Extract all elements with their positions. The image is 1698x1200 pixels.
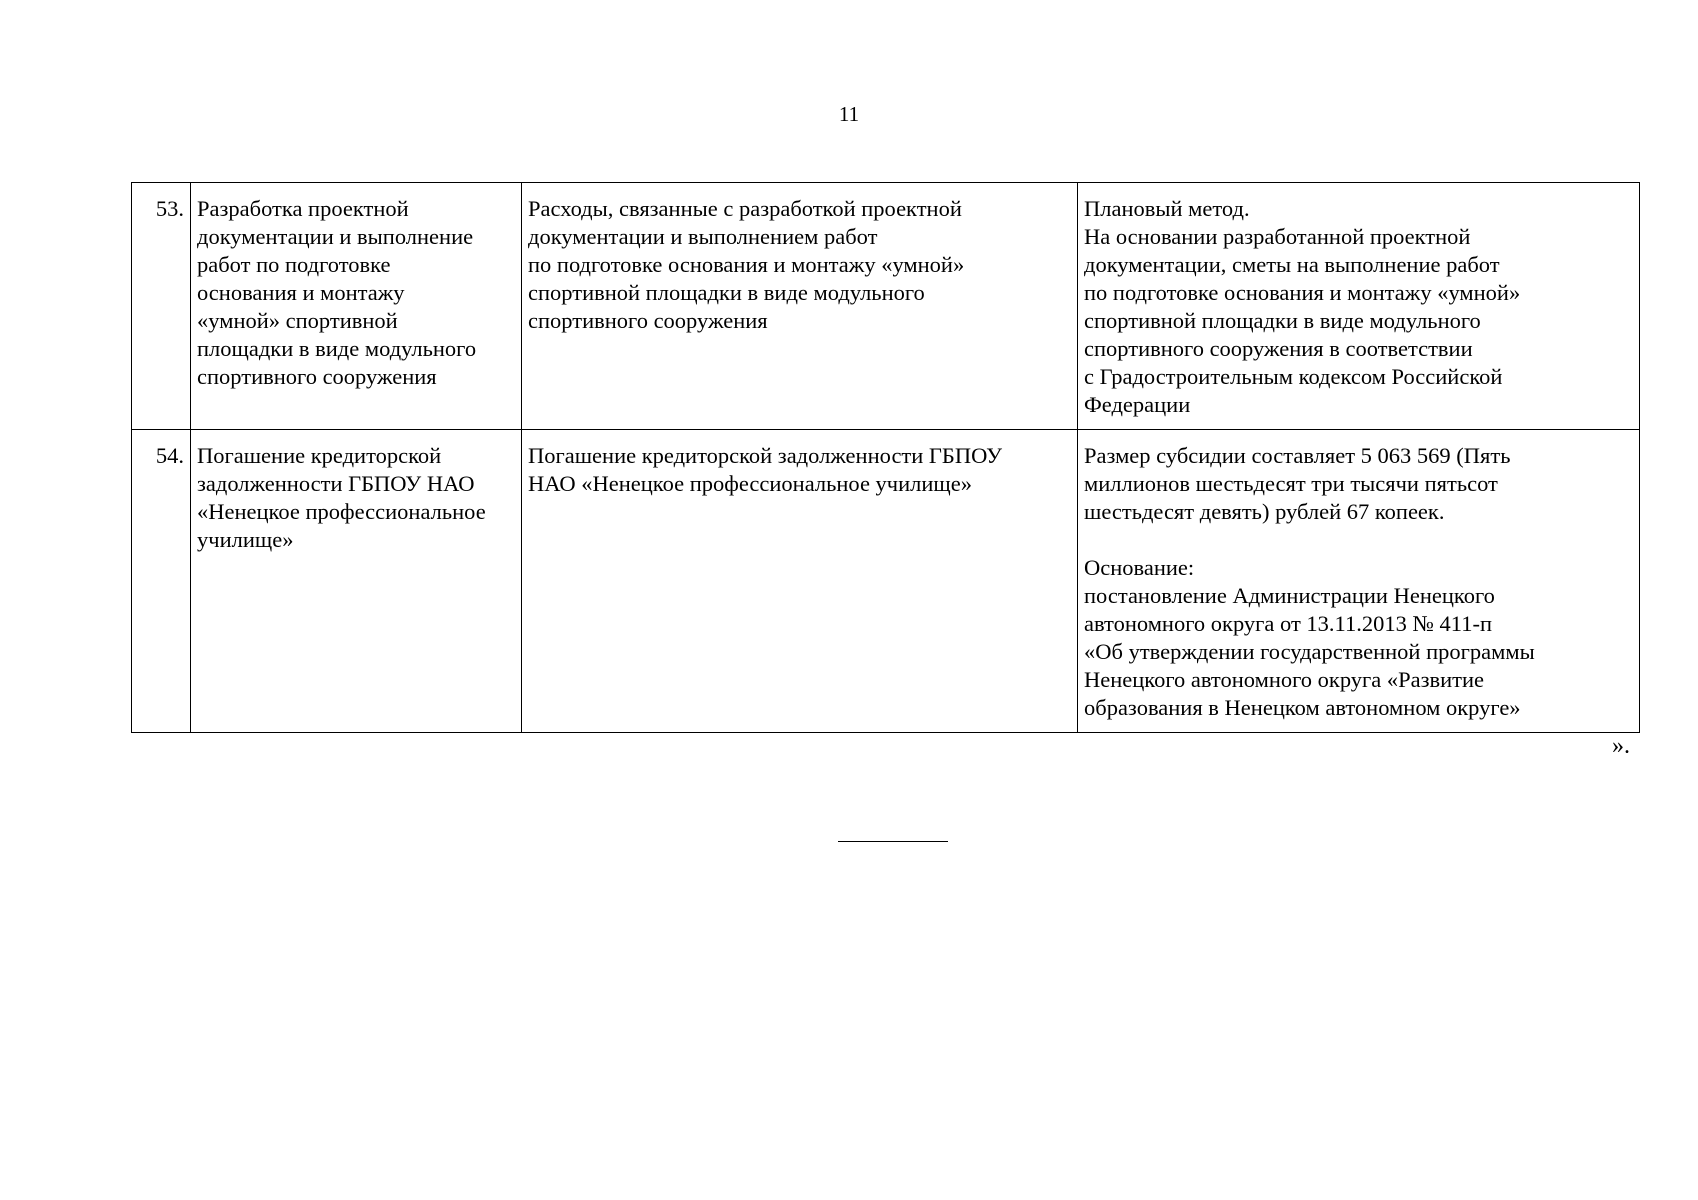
- row-method-cell: Плановый метод. На основании разработанной проектной документации, сметы на выполнение работ по подготовке основания и монтажу «умной» спортивной площадки в виде модульного спортивного сооружения в соответствии с Градостроительным кодексом Российской Федерации: [1078, 183, 1640, 430]
- row-number: 54.: [132, 430, 191, 733]
- closing-quote: ».: [1612, 733, 1630, 759]
- page-number: 11: [838, 102, 860, 126]
- row-method-cell: Размер субсидии составляет 5 063 569 (Пять миллионов шестьдесят три тысячи пятьсот шестьдесят девять) рублей 67 копеек. Основание: постановление Администрации Ненецкого автономного округа от 13.11.2013 № 411-п «Об утверждении государственной программы Ненецкого автономного округа «Развитие образования в Ненецком автономном округе»: [1078, 430, 1640, 733]
- row-name-cell: Погашение кредиторской задолженности ГБПОУ НАО «Ненецкое профессиональное училище»: [191, 430, 522, 733]
- row-name-cell: Разработка проектной документации и выполнение работ по подготовке основания и монтажу «умной» спортивной площадки в виде модульного спортивного сооружения: [191, 183, 522, 430]
- row-expense-cell: Расходы, связанные с разработкой проектной документации и выполнением работ по подготовке основания и монтажу «умной» спортивной площадки в виде модульного спортивного сооружения: [522, 183, 1078, 430]
- row-expense-cell: Погашение кредиторской задолженности ГБПОУ НАО «Ненецкое профессиональное училище»: [522, 430, 1078, 733]
- content-table: [131, 182, 1640, 733]
- table-row: [132, 430, 1640, 733]
- end-divider: [838, 841, 948, 842]
- table-row: [132, 183, 1640, 430]
- row-number: 53.: [132, 183, 191, 430]
